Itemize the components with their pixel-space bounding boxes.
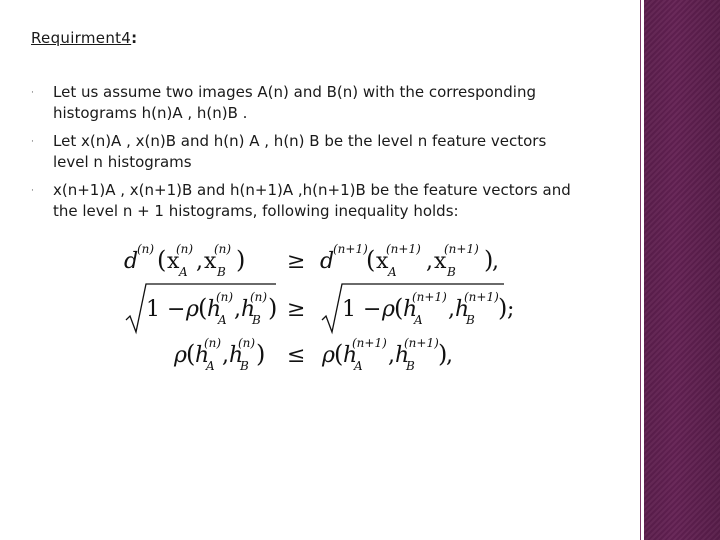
eq-symbol: ) <box>256 340 266 368</box>
eq-symbol: ) <box>268 294 278 322</box>
eq-symbol: ρ <box>186 297 199 322</box>
eq-symbol: , <box>196 249 203 274</box>
eq-superscript: (n) <box>250 290 268 304</box>
eq-symbol: ; <box>507 297 515 322</box>
eq-symbol: 1 − <box>146 297 186 322</box>
bullet-text: x(n+1)A , x(n+1)B and h(n+1)A ,h(n+1)B be the feature vectors and the level n + 1 histograms, following inequality holds: <box>53 181 571 220</box>
eq-subscript: A <box>218 313 227 327</box>
eq-symbol: d <box>124 249 139 274</box>
eq-symbol: , <box>234 297 241 322</box>
eq-symbol: , <box>426 249 433 274</box>
eq-symbol: ( <box>366 246 376 274</box>
eq-superscript: (n) <box>176 242 194 256</box>
eq-superscript: (n+1) <box>333 242 368 256</box>
eq-symbol: , <box>446 343 453 368</box>
eq-superscript: (n+1) <box>404 336 439 350</box>
title-text: Requirment4 <box>31 29 132 47</box>
bullet-marker: · <box>31 186 34 196</box>
eq-superscript: (n) <box>214 242 232 256</box>
eq-subscript: A <box>206 359 215 373</box>
eq-symbol: ( <box>334 340 344 368</box>
eq-relation: ≥ <box>287 249 306 274</box>
equation-row-1 <box>124 242 499 279</box>
eq-superscript: (n) <box>238 336 256 350</box>
eq-symbol: ) <box>484 246 494 274</box>
eq-symbol: ( <box>394 294 404 322</box>
bullet-text: Let x(n)A , x(n)B and h(n) A , h(n) B be the level n feature vectors level n histograms <box>53 132 547 171</box>
eq-symbol: , <box>222 343 229 368</box>
eq-symbol: h <box>207 297 222 322</box>
eq-symbol: ( <box>157 246 167 274</box>
eq-symbol: ρ <box>382 297 395 322</box>
eq-symbol: x <box>204 249 217 274</box>
eq-symbol: , <box>388 343 395 368</box>
eq-subscript: B <box>447 265 456 279</box>
eq-subscript: B <box>406 359 415 373</box>
eq-symbol: ( <box>198 294 208 322</box>
eq-subscript: B <box>252 313 261 327</box>
eq-subscript: B <box>466 313 475 327</box>
eq-relation: ≤ <box>287 343 306 368</box>
eq-superscript: (n+1) <box>352 336 387 350</box>
bullet-text: Let us assume two images A(n) and B(n) with the corresponding histograms h(n)A , h(n)B . <box>53 83 537 122</box>
eq-symbol: ) <box>438 340 448 368</box>
bullet-marker: · <box>31 137 34 147</box>
eq-symbol: h <box>455 297 470 322</box>
eq-relation: ≥ <box>287 297 306 322</box>
eq-subscript: B <box>240 359 249 373</box>
eq-subscript: A <box>388 265 397 279</box>
eq-symbol: , <box>492 249 499 274</box>
bullet-marker: · <box>31 88 34 98</box>
eq-subscript: A <box>414 313 423 327</box>
eq-subscript: A <box>354 359 363 373</box>
eq-symbol: ) <box>236 246 246 274</box>
eq-symbol: x <box>376 249 389 274</box>
eq-superscript: (n) <box>137 242 155 256</box>
eq-symbol: x <box>434 249 447 274</box>
eq-symbol: ρ <box>174 343 187 368</box>
eq-symbol: h <box>241 297 256 322</box>
eq-symbol: h <box>195 343 210 368</box>
eq-symbol: , <box>448 297 455 322</box>
eq-subscript: B <box>217 265 226 279</box>
eq-symbol: x <box>167 249 180 274</box>
eq-superscript: (n+1) <box>444 242 479 256</box>
eq-superscript: (n) <box>216 290 234 304</box>
eq-subscript: A <box>179 265 188 279</box>
eq-superscript: (n+1) <box>412 290 447 304</box>
decorative-band-shade <box>644 0 720 540</box>
eq-symbol: ) <box>498 294 508 322</box>
eq-superscript: (n+1) <box>464 290 499 304</box>
inequality-equation <box>124 236 524 376</box>
eq-superscript: (n) <box>204 336 222 350</box>
equation-row-2 <box>126 284 514 332</box>
eq-symbol: ( <box>186 340 196 368</box>
eq-superscript: (n+1) <box>386 242 421 256</box>
eq-symbol: h <box>229 343 244 368</box>
eq-symbol: ρ <box>322 343 335 368</box>
title-colon: : <box>131 29 138 47</box>
eq-symbol: 1 − <box>342 297 382 322</box>
eq-symbol: h <box>343 343 358 368</box>
eq-symbol: h <box>403 297 418 322</box>
slide-title <box>31 29 137 47</box>
eq-symbol: h <box>395 343 410 368</box>
eq-symbol: d <box>320 249 335 274</box>
equation-row-3 <box>173 336 453 373</box>
